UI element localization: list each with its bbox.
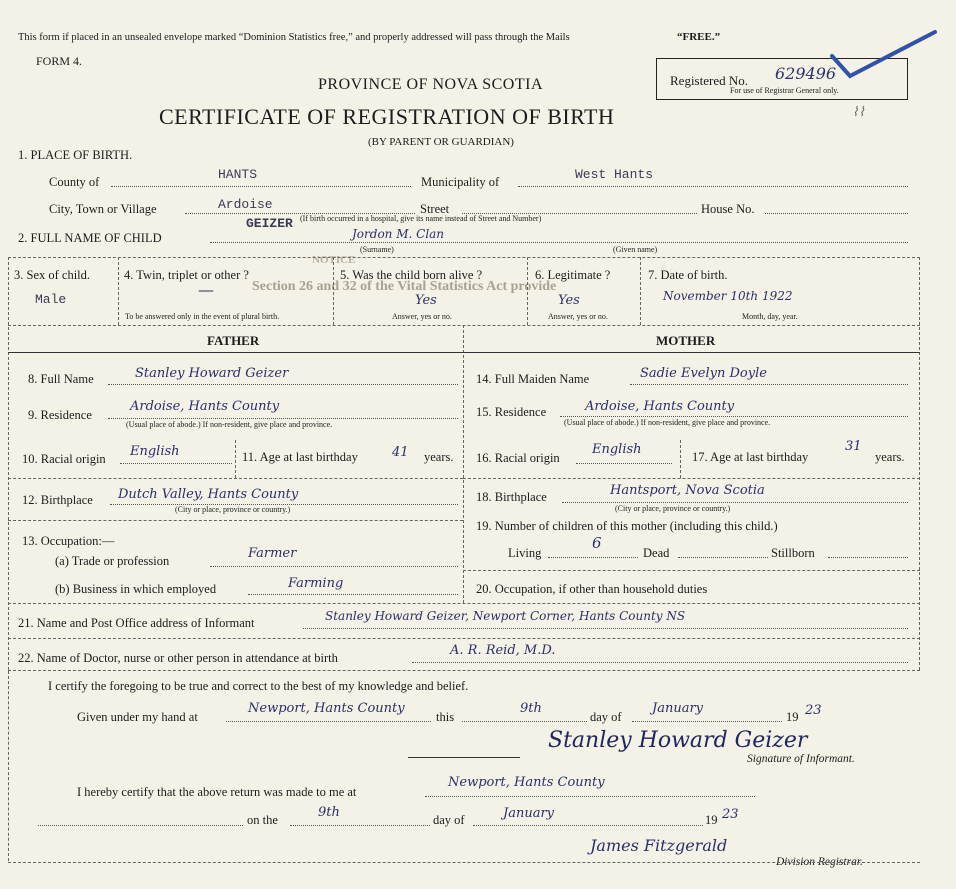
trade-label: (a) Trade or profession [55,554,170,568]
mother-age-label: 17. Age at last birthday [692,450,809,464]
trade-value: Farmer [248,546,297,561]
registered-number: 629496 [775,64,837,83]
this-label: this [436,710,455,724]
county-label: County of [49,175,100,189]
father-racial-label: 10. Racial origin [22,452,106,466]
informant-label: 21. Name and Post Office address of Informant [18,616,255,630]
margin-scribble: ⌇⌇ [852,105,865,120]
father-occ-label: 13. Occupation:— [22,534,115,548]
informant-sig-caption: Signature of Informant. [747,753,855,765]
father-res-caption: (Usual place of abode.) If non-resident, give place and province. [126,420,333,429]
mother-res-caption: (Usual place of abode.) If non-resident, give place and province. [564,418,771,427]
certify-day: 9th [520,701,542,716]
page-title: CERTIFICATE OF REGISTRATION OF BIRTH [159,104,615,129]
twin-label: 4. Twin, triplet or other ? [124,268,249,282]
father-heading: FATHER [207,333,260,348]
registrar-year-prefix: 19 [705,813,718,827]
twin-value: — [198,280,214,299]
on-the-label: on the [247,813,278,827]
bleed-section: Section 26 and 32 of the Vital Statistics Act provide [252,279,557,294]
hospital-note: (If birth occurred in a hospital, give its name instead of Street and Number) [300,214,542,223]
certify-line: I certify the foregoing to be true and correct to the best of my knowledge and belief. [48,679,469,693]
mother-age-value: 31 [845,439,862,454]
mother-res-value: Ardoise, Hants County [585,399,735,414]
mother-occ-label: 20. Occupation, if other than household duties [476,582,708,596]
mother-racial-value: English [592,442,642,457]
certify-month: January [652,701,704,716]
registrar-line: I hereby certify that the above return was made to me at [77,785,357,799]
registrar-year: 23 [722,807,739,822]
child-surname: GEIZER [246,216,293,231]
given-label: Given under my hand at [77,710,198,724]
page-subtitle: (BY PARENT OR GUARDIAN) [368,136,514,148]
certify-year-prefix: 19 [786,710,799,724]
date-caption: Month, day, year. [742,312,798,321]
province-title: PROVINCE OF NOVA SCOTIA [318,76,544,93]
registrar-month: January [503,806,555,821]
informant-signature: Stanley Howard Geizer [548,728,808,753]
sex-value: Male [35,292,67,307]
given-caption: (Given name) [613,245,658,254]
father-age-label: 11. Age at last birthday [242,450,358,464]
street-label: Street [420,202,450,216]
municipality-label: Municipality of [421,175,500,189]
envelope-note: This form if placed in an unsealed envelope marked “Dominion Statistics free,” and properly addressed will pass through the Mails [18,32,570,43]
father-age-unit: years. [424,450,454,464]
business-label: (b) Business in which employed [55,582,217,596]
registered-label: Registered No. [670,73,748,88]
alive-label: 5. Was the child born alive ? [340,268,483,282]
father-name-label: 8. Full Name [28,372,94,386]
house-label: House No. [701,202,755,216]
free-label: “FREE.” [677,31,721,43]
date-value: November 10th 1922 [663,289,793,303]
father-age-value: 41 [392,445,409,460]
doctor-value: A. R. Reid, M.D. [450,643,556,658]
father-bp-caption: (City or place, province or country.) [175,505,291,514]
sex-label: 3. Sex of child. [14,268,91,282]
certify-day-of-label: day of [590,710,622,724]
mother-name-value: Sadie Evelyn Doyle [640,366,767,381]
legit-label: 6. Legitimate ? [535,268,611,282]
father-bp-value: Dutch Valley, Hants County [118,487,299,502]
father-racial-value: English [130,444,180,459]
municipality-value: West Hants [575,167,654,182]
mother-bp-label: 18. Birthplace [476,490,547,504]
alive-caption: Answer, yes or no. [392,312,452,321]
check-mark-icon [830,28,940,83]
registrar-caption: Division Registrar. [776,856,863,868]
stillborn-label: Stillborn [771,546,815,560]
father-bp-label: 12. Birthplace [22,493,93,507]
city-label: City, Town or Village [49,202,157,216]
given-place: Newport, Hants County [248,701,405,716]
surname-caption: (Surname) [360,245,394,254]
informant-value: Stanley Howard Geizer, Newport Corner, Hants County NS [325,609,686,623]
form-number: FORM 4. [36,54,83,68]
registrar-signature: James Fitzgerald [590,836,728,855]
father-res-value: Ardoise, Hants County [130,399,280,414]
registrar-day-of-label: day of [433,813,465,827]
twin-note: To be answered only in the event of plural birth. [125,312,280,321]
registrar-day: 9th [318,805,340,820]
legit-value: Yes [558,293,580,308]
certify-year: 23 [805,703,822,718]
date-label: 7. Date of birth. [648,268,728,282]
father-res-label: 9. Residence [28,408,92,422]
mother-res-label: 15. Residence [476,405,547,419]
living-value: 6 [592,534,602,552]
mother-heading: MOTHER [656,333,716,348]
mother-bp-value: Hantsport, Nova Scotia [610,483,765,498]
mother-name-label: 14. Full Maiden Name [476,372,590,386]
child-name-label: 2. FULL NAME OF CHILD [18,231,162,245]
living-label: Living [508,546,542,560]
mother-bp-caption: (City or place, province or country.) [615,504,731,513]
child-given-name: Jordon M. Clan [352,227,445,241]
city-value: Ardoise [218,197,273,212]
county-value: HANTS [218,167,258,182]
bleed-notice: NOTICE [312,254,356,266]
alive-value: Yes [415,293,437,308]
children-label: 19. Number of children of this mother (including this child.) [476,519,778,533]
business-value: Farming [288,576,344,591]
registered-note: For use of Registrar General only. [730,86,839,95]
dead-label: Dead [643,546,670,560]
mother-racial-label: 16. Racial origin [476,451,560,465]
mother-age-unit: years. [875,450,905,464]
place-of-birth-label: 1. PLACE OF BIRTH. [18,148,133,162]
legit-caption: Answer, yes or no. [548,312,608,321]
father-name-value: Stanley Howard Geizer [135,366,289,381]
registrar-place: Newport, Hants County [448,775,605,790]
doctor-label: 22. Name of Doctor, nurse or other person in attendance at birth [18,651,338,665]
